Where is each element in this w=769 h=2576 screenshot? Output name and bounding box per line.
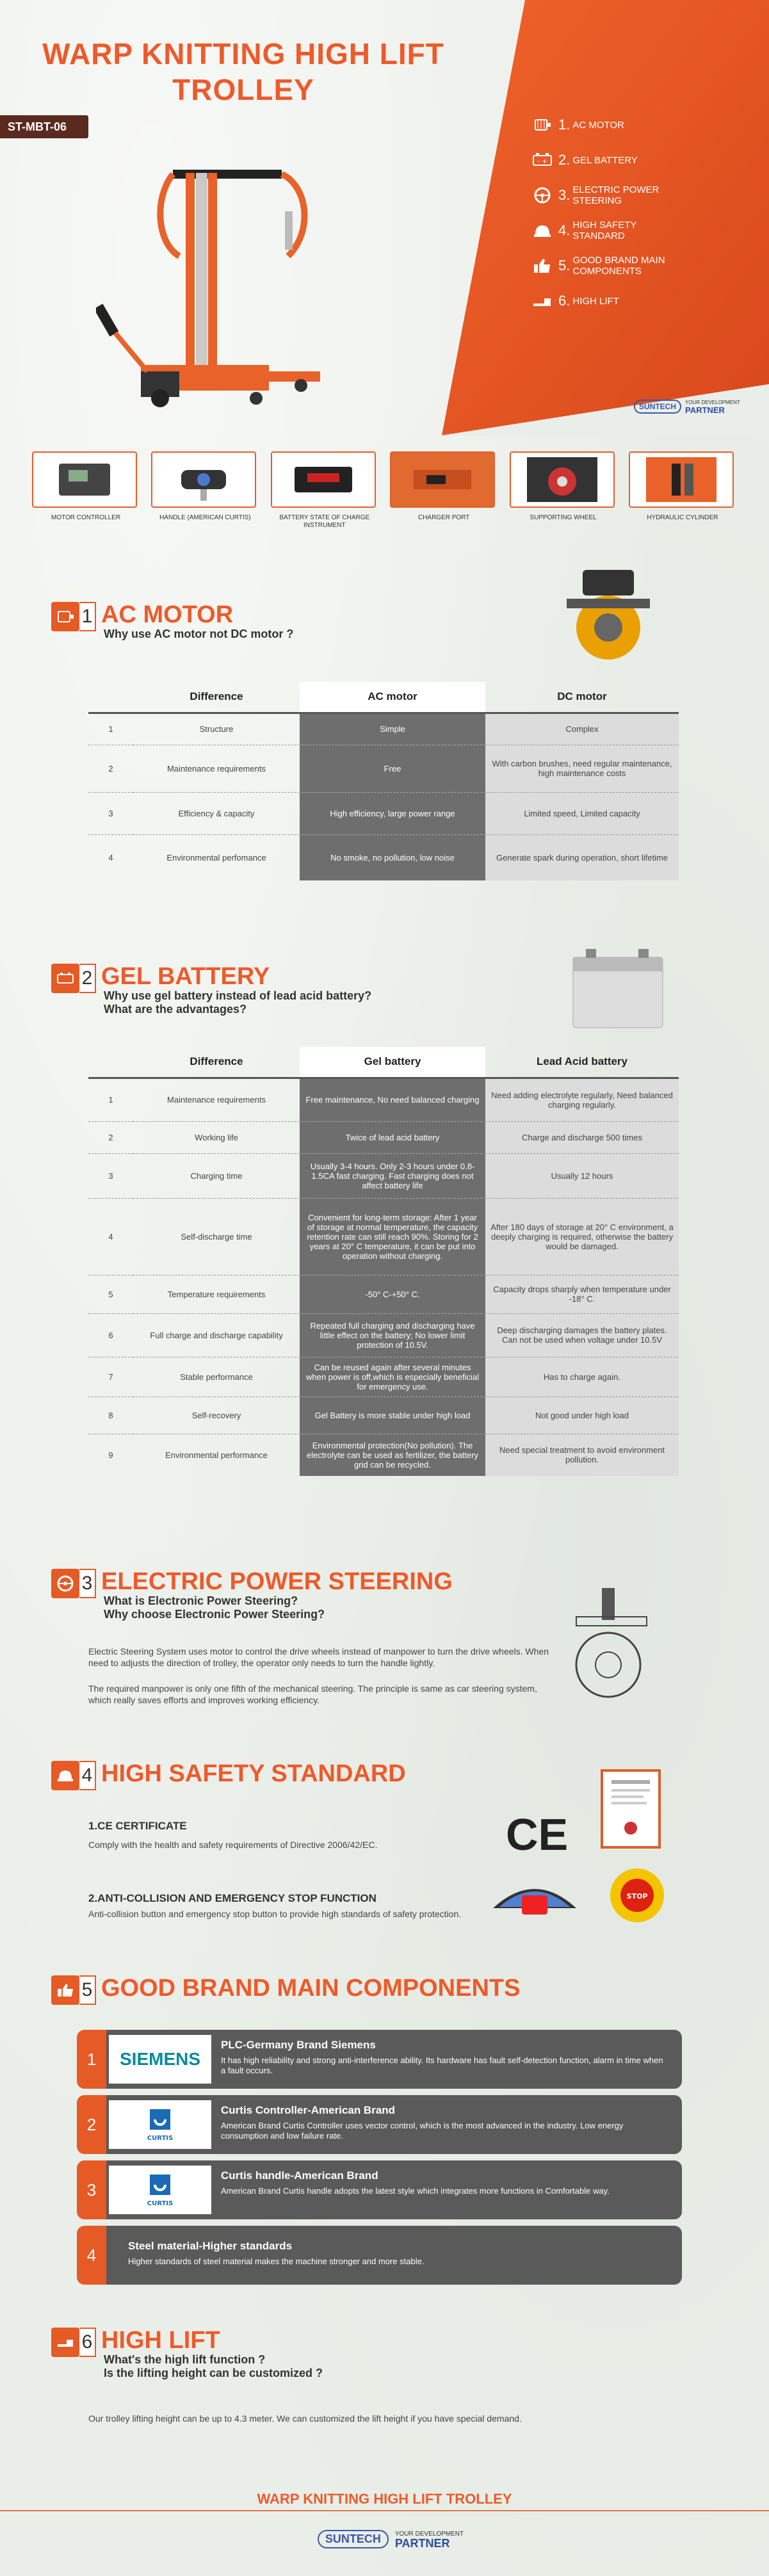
thumbnail: HANDLE (AMERICAN CURTIS) bbox=[151, 451, 259, 531]
section-safety-heading: 4 HIGH SAFETY STANDARD bbox=[51, 1761, 406, 1790]
thumbs-up-icon bbox=[531, 257, 553, 275]
anti-collision-button-image bbox=[487, 1870, 583, 1921]
section-gel-battery-heading: 2 GEL BATTERY Why use gel battery instead of lead acid battery? What are the advantages? bbox=[51, 964, 371, 1016]
svg-text:STOP: STOP bbox=[626, 1892, 648, 1900]
table-row: 7 Stable performance Can be reused again after several minutes when power is off,which is especially beneficial for emergency use. Has to charge again. bbox=[88, 1357, 679, 1397]
table-row: 8 Self-recovery Gel Battery is more stable under high load Not good under high load bbox=[88, 1397, 679, 1434]
svg-text:- +: - + bbox=[537, 158, 547, 165]
steering-icon bbox=[531, 186, 553, 204]
feature-list bbox=[531, 112, 749, 323]
table-row: 9 Environmental performance Environmental protection(No pollution). The electrolyte can be used as fertilizer, the battery grid can be recycled. Need special treatment to avoid environment pollution. bbox=[88, 1434, 679, 1476]
thumbnail: CHARGER PORT bbox=[390, 451, 498, 531]
motor-icon bbox=[51, 602, 79, 631]
hydraulic-cylinder-image bbox=[646, 457, 716, 502]
section-lift-heading: 6 HIGH LIFT What's the high lift function ? Is the lifting height can be customized ? bbox=[51, 2328, 323, 2380]
table-row: 4 Self-discharge time Convenient for long-term storage: After 1 year of storage at normal temperature, the capacity retention rate can still reach 90%. Storing for 2 years at 20° C temperature, it can be put into operation without charging. After 180 days of storage at 20° C environment, a deeply charging is required, otherwise the battery would be damaged. bbox=[88, 1198, 679, 1275]
battery-icon bbox=[531, 151, 553, 169]
feature-item: - + 2. GEL BATTERY bbox=[531, 147, 749, 173]
table-row: 3 Efficiency & capacity High efficiency, large power range Limited speed, Limited capacity bbox=[88, 792, 679, 834]
svg-text:CURTIS: CURTIS bbox=[147, 2200, 174, 2207]
thumbnail: HYDRAULIC CYLINDER bbox=[629, 451, 736, 531]
lift-icon bbox=[51, 2328, 79, 2357]
section-ac-motor-heading: 1 AC MOTOR Why use AC motor not DC motor ? bbox=[51, 602, 293, 641]
safety-icon bbox=[51, 1761, 79, 1790]
steering-icon bbox=[51, 1569, 79, 1598]
brand-row: 2 CURTIS Curtis Controller-American Brand American Brand Curtis Controller uses vector control, which is the most advanced in the industry. Low energy consumption and low failure rate. bbox=[83, 2095, 682, 2154]
ce-mark: CE bbox=[506, 1810, 569, 1859]
trolley-image bbox=[96, 160, 339, 416]
curtis-logo bbox=[109, 2166, 211, 2214]
page: WARP KNITTING HIGH LIFT TROLLEY ST-MBT-06 1. AC MOTOR - + 2. GEL BATTERY 3. ELECTRIC POWER STEERING 4. HIGH SAFETY STANDARD 5. GOOD BRAND MAIN COMPONENTS 6. HIGH LIFT SUNTECH YOUR DEVELOPMENT PARTNER MOTOR CONTROLLER HANDLE (AMERICAN CURTIS) BATTERY STATE OF CHARGE INSTRUMENT CHARGER PORT SUPPORTING WHEEL HYDRAULIC CYLINDER 1 AC MOTOR Why use AC motor not DC motor ? Difference AC motor DC motor 1 Structure Simple Complex 2 Maintenance requirements Free With carbon brushes, need regular maintenance, high maintenance costs 3 Efficiency & capacity High efficiency, large power range Limited speed, Limited capacity 4 Environmental perfomance No smoke, no pollution, low noise Generate spark during operation, short lifetime 2 GEL BATTERY Why use gel battery instead of lead acid battery? What are the advantages? Difference Gel battery Lead Acid battery 1 Maintenance requirements Free maintenance, No need balanced charging Need adding electrolyte regularly, Need balanced charging regularly. 2 Working life Twice of lead acid battery Charge and discharge 500 times 3 Charging time Usually 3-4 hours. Only 2-3 hours under 0.8-1.5CA fast charging. Fast charging does not affect battery life Usually 12 hours 4 Self-discharge time Convenient for long-term storage: After 1 year of storage at normal temperature, the capacity retention rate can still reach 90%. Storing for 2 years at 20° C temperature, it can be put into operation without charging. After 180 days of storage at 20° C environment, a deeply charging is required, otherwise the battery would be damaged. 5 Temperature requirements -50° C-+50° C. Capacity drops sharply when temperature under -18° C. 6 Full charge and discharge capability Repeated full charging and discharging have little effect on the battery; No lower limit protection of 10.5V. Deep discharging damages the battery plates. Can not be used when voltage under 10.5V 7 Stable performance Can be reused again after several minutes when power is off,which is especially beneficial for emergency use. Has to charge again. 8 Self-recovery Gel Battery is more stable under high load Not good under high load 9 Environmental performance Environmental protection(No pollution). The electrolyte can be used as fertilizer, the battery grid can be recycled. Need special treatment to avoid environment pollution. 3 ELECTRIC POWER STEERING What is Electronic Power Steering? Why choose Electronic Power Steering? Electric Steering System uses motor to control the drive wheels instead of manpower to turn the drive wheels. When need to adjusts the direction of trolley, the operator only needs to turn the handle lightly. The required manpower is only one fifth of the mechanical steering. The principle is same as car steering system, which really saves efforts and improves working efficiency. 4 HIGH SAFETY STANDARD 1.CE CERTIFICATE Comply with the health and safety requirements of Directive 2006/42/EC. 2.ANTI-COLLISION AND EMERGENCY STOP FUNCTION Anti-collision button and emergency stop button to provide high standards of safety protection. CE STOP 5 GOOD BRAND MAIN COMPONENTS 1 SIEMENS PLC-Germany Brand Siemens It has high reliability and strong anti-interference ability. Its hardware has fault self-detection function, alarm in time when a fault occurs. 2 CURTIS Curtis Controller-American Brand American Brand Curtis Controller uses vector control, which is the most advanced in the industry. Low energy consumption and low failure rate. 3 CURTIS Curtis handle-American Brand American Brand Curtis handle adopts the latest style which integrates more functions in Comfortable way. 4 Steel material-Higher standards Higher standards of steel material makes the machine stronger and more stable. 6 HIGH LIFT What's the high lift function ? Is the lifting height can be customized ? Our trolley lifting height can be up to 4.3 meter. We can customized the lift height if you have special demand. WARP KNITTING HIGH LIFT TROLLEY SUNTECH YOUR DEVELOPMENT PARTNER bbox=[0, 0, 769, 2576]
ac-motor-table: Difference AC motor DC motor 1 Structure Simple Complex 2 Maintenance requirements Free With carbon brushes, need regular maintenance, high maintenance costs 3 Efficiency & capacity High efficiency, large power range Limited speed, Limited capacity 4 Environmental perfomance No smoke, no pollution, low noise Generate spark during operation, short lifetime bbox=[88, 682, 679, 880]
feature-item: 6. HIGH LIFT bbox=[531, 288, 749, 314]
footer-divider bbox=[0, 2510, 769, 2511]
ac-motor-image bbox=[567, 563, 650, 666]
brand-row: 1 SIEMENS PLC-Germany Brand Siemens It has high reliability and strong anti-interference ability. Its hardware has fault self-detection function, alarm in time when a fault occurs. bbox=[83, 2030, 682, 2089]
lift-icon bbox=[531, 292, 553, 310]
curtis-logo bbox=[109, 2100, 211, 2149]
safety-icon bbox=[531, 222, 553, 239]
battery-instrument-image bbox=[288, 457, 359, 502]
table-row: 2 Maintenance requirements Free With carbon brushes, need regular maintenance, high maintenance costs bbox=[88, 745, 679, 792]
battery-icon bbox=[51, 964, 79, 993]
table-row: 2 Working life Twice of lead acid battery Charge and discharge 500 times bbox=[88, 1121, 679, 1153]
charger-port-image bbox=[407, 457, 478, 502]
supporting-wheel-image bbox=[527, 457, 597, 502]
emergency-stop-image bbox=[608, 1867, 666, 1924]
certificate-image bbox=[599, 1767, 663, 1851]
table-row: 1 Maintenance requirements Free maintenance, No need balanced charging Need adding electrolyte regularly, Need balanced charging regularly. bbox=[88, 1078, 679, 1121]
thumbnail: SUPPORTING WHEEL bbox=[510, 451, 617, 531]
motor-controller-image bbox=[49, 457, 120, 502]
section-eps-heading: 3 ELECTRIC POWER STEERING What is Electronic Power Steering? Why choose Electronic Power Steering? bbox=[51, 1569, 453, 1621]
thumbs-up-icon bbox=[51, 1975, 79, 2005]
handle-image bbox=[168, 457, 239, 502]
feature-item: 3. ELECTRIC POWER STEERING bbox=[531, 182, 749, 208]
table-row: 4 Environmental perfomance No smoke, no pollution, low noise Generate spark during operation, short lifetime bbox=[88, 834, 679, 880]
table-row: 3 Charging time Usually 3-4 hours. Only 2-3 hours under 0.8-1.5CA fast charging. Fast charging does not affect battery life Usually 12 hours bbox=[88, 1153, 679, 1198]
motor-icon bbox=[531, 116, 553, 134]
table-row: 5 Temperature requirements -50° C-+50° C. Capacity drops sharply when temperature under -18° C. bbox=[88, 1275, 679, 1313]
partner-logo: SUNTECH YOUR DEVELOPMENT PARTNER bbox=[634, 396, 743, 417]
svg-text:CURTIS: CURTIS bbox=[147, 2135, 174, 2142]
page-title: WARP KNITTING HIGH LIFT TROLLEY bbox=[42, 37, 444, 106]
feature-item: 4. HIGH SAFETY STANDARD bbox=[531, 218, 749, 243]
table-row: 1 Structure Simple Complex bbox=[88, 713, 679, 745]
component-thumbnails bbox=[32, 451, 736, 531]
table-row: 6 Full charge and discharge capability Repeated full charging and discharging have little effect on the battery; No lower limit protection of 10.5V. Deep discharging damages the battery plates. Can not be used when voltage under 10.5V bbox=[88, 1313, 679, 1357]
gel-battery-image bbox=[567, 941, 669, 1031]
footer-partner-logo: SUNTECH YOUR DEVELOPMENT PARTNER bbox=[301, 2523, 480, 2555]
model-badge: ST-MBT-06 bbox=[0, 115, 88, 138]
thumbnail: BATTERY STATE OF CHARGE INSTRUMENT bbox=[271, 451, 378, 531]
siemens-logo: SIEMENS bbox=[109, 2035, 211, 2084]
footer-title: WARP KNITTING HIGH LIFT TROLLEY bbox=[257, 2491, 512, 2507]
brand-row: 4 Steel material-Higher standards Higher standards of steel material makes the machine stronger and more stable. bbox=[83, 2226, 682, 2285]
steering-motor-image bbox=[563, 1582, 660, 1710]
feature-item: 1. AC MOTOR bbox=[531, 112, 749, 138]
section-brands-heading: 5 GOOD BRAND MAIN COMPONENTS bbox=[51, 1975, 520, 2005]
brand-row: 3 CURTIS Curtis handle-American Brand American Brand Curtis handle adopts the latest style which integrates more functions in Comfortable way. bbox=[83, 2160, 682, 2219]
thumbnail: MOTOR CONTROLLER bbox=[32, 451, 140, 531]
feature-item: 5. GOOD BRAND MAIN COMPONENTS bbox=[531, 253, 749, 279]
gel-battery-table: Difference Gel battery Lead Acid battery 1 Maintenance requirements Free maintenance, No need balanced charging Need adding electrolyte regularly, Need balanced charging regularly. 2 Working life Twice of lead acid battery Charge and discharge 500 times 3 Charging time Usually 3-4 hours. Only 2-3 hours under 0.8-1.5CA fast charging. Fast charging does not affect battery life Usually 12 hours 4 Self-discharge time Convenient for long-term storage: After 1 year of storage at normal temperature, the capacity retention rate can still reach 90%. Storing for 2 years at 20° C temperature, it can be put into operation without charging. After 180 days of storage at 20° C environment, a deeply charging is required, otherwise the battery would be damaged. 5 Temperature requirements -50° C-+50° C. Capacity drops sharply when temperature under -18° C. 6 Full charge and discharge capability Repeated full charging and discharging have little effect on the battery; No lower limit protection of 10.5V. Deep discharging damages the battery plates. Can not be used when voltage under 10.5V 7 Stable performance Can be reused again after several minutes when power is off,which is especially beneficial for emergency use. Has to charge again. 8 Self-recovery Gel Battery is more stable under high load Not good under high load 9 Environmental performance Environmental protection(No pollution). The electrolyte can be used as fertilizer, the battery grid can be recycled. Need special treatment to avoid environment pollution. bbox=[88, 1047, 679, 1476]
